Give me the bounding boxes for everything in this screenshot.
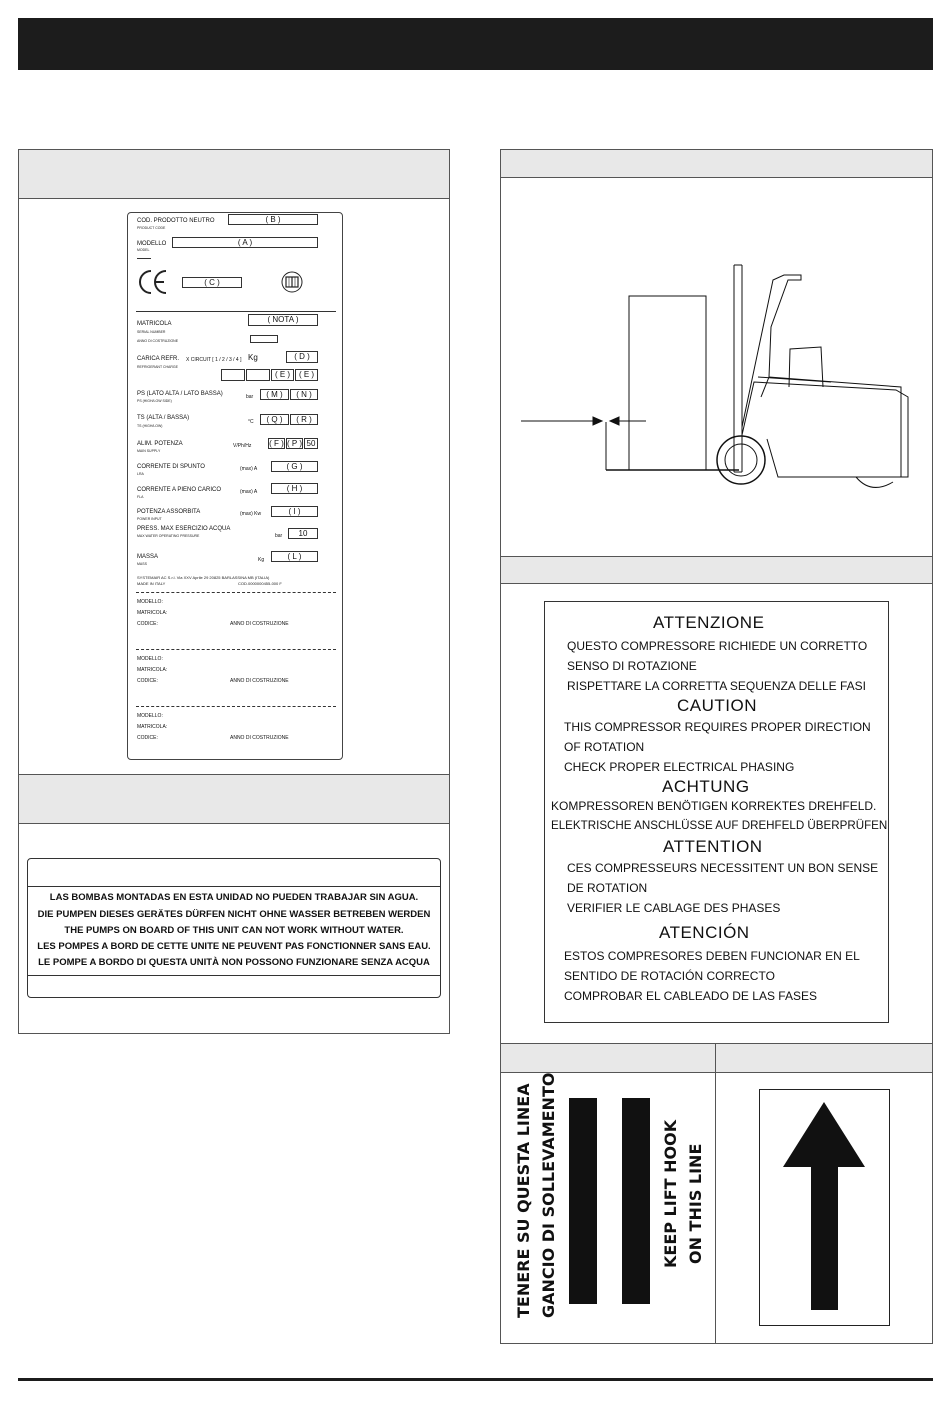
water-line-it: LE POMPE A BORDO DI QUESTA UNITÀ NON POSSONO FUNZIONARE SENZA ACQUA [38,957,430,968]
rating-plate [127,212,343,760]
lra-label: CORRENTE DI SPUNTO [137,464,205,470]
ps-label: PS (LATO ALTA / LATO BASSA) [137,391,223,397]
caution-es-line-2: SENTIDO DE ROTACIÓN CORRECTO [564,969,775,983]
caution-de-line-1: KOMPRESSOREN BENÖTIGEN KORREKTES DREHFELD. [551,799,877,813]
caution-it-line-1: QUESTO COMPRESSORE RICHIEDE UN CORRETTO [567,639,868,653]
charge-sub: REFRIGERANT CHARGE [137,365,178,369]
charge-value: ( D ) [286,351,318,363]
dimension-arrow-right [610,417,619,425]
block1-serial: MATRICOLA: [137,610,168,616]
made-in: MADE IN ITALY [137,581,166,586]
water-pressure-label: PRESS. MAX ESERCIZIO ACQUA [137,526,231,532]
lift-text-it-1: TENERE SU QUESTA LINEA [514,1083,533,1318]
block3-code: CODICE: [137,735,158,741]
caution-fr-line-1: CES COMPRESSEURS NECESSITENT UN BON SENSE [567,861,879,875]
block3-year: ANNO DI COSTRUZIONE [230,735,289,741]
model-value: ( A ) [172,237,318,248]
ts-sub: TS (HIGH/LOW) [137,424,163,428]
charge-unit: Kg [248,353,258,362]
caution-es-line-1: ESTOS COMPRESORES DEBEN FUNCIONAR EN EL [564,949,860,963]
caution-en-line-1: THIS COMPRESSOR REQUIRES PROPER DIRECTION [564,720,871,734]
ts-label: TS (ALTA / BASSA) [137,415,190,421]
footer-rule [18,1378,933,1381]
caution-fr-line-2: DE ROTATION [567,881,648,895]
model-label: MODELLO [137,241,167,247]
supply-unit: V/Ph/Hz [233,443,252,449]
product-code-value: ( B ) [228,214,318,225]
power-value: ( I ) [271,506,318,517]
ce-mark-icon [138,268,168,296]
mass-value: ( L ) [271,551,318,562]
supply-label: ALIM. POTENZA [137,441,183,447]
water-line-en: THE PUMPS ON BOARD OF THIS UNIT CAN NOT WORK WITHOUT WATER. [64,925,404,936]
mass-sub: MASS [137,562,147,566]
block2-model: MODELLO: [137,656,163,662]
supply-p: ( P ) [287,439,302,448]
lift-text-it-2: GANCIO DI SOLLEVAMENTO [539,1072,558,1318]
fla-sub: FLA [137,495,144,499]
lift-hook-label [501,1072,715,1343]
water-pressure-sub: MAX WATER OPERATING PRESSURE [137,534,200,538]
doc-code: COD.0000000455-000 F [238,581,282,586]
arrow-panel-header [716,1044,932,1073]
caution-de-line-2: ELEKTRISCHE ANSCHLÜSSE AUF DREHFELD ÜBERPRÜFEN [551,819,888,832]
year-label: ANNO DI COSTRUZIONE [137,339,179,343]
water-pressure-value: 10 [288,528,318,539]
block2-year: ANNO DI COSTRUZIONE [230,678,289,684]
water-warning-label [27,858,441,998]
mass-unit: Kg [258,557,265,563]
caution-en-line-2: OF ROTATION [564,740,645,754]
lra-sub: LRA [137,472,144,476]
product-code-label: COD. PRODOTTO NEUTRO [137,218,215,224]
caution-fr-line-3: VERIFIER LE CABLAGE DES PHASES [567,901,781,915]
rotation-panel-header [501,557,932,584]
supply-sub: MAIN SUPPLY [137,449,161,453]
lra-value: ( G ) [271,461,318,472]
unit-box [629,296,706,470]
caution-it-line-3: RISPETTARE LA CORRETTA SEQUENZA DELLE FASI [567,679,866,693]
lift-text-en-1: KEEP LIFT HOOK [661,1119,680,1268]
lift-hook-panel-header [501,1044,715,1073]
ps-m: ( M ) [260,389,289,400]
power-sub: POWER INPUT [137,517,162,521]
charge-circuit: X CIRCUIT [ 1 / 2 / 3 / 4 ] [186,357,242,363]
caution-de-title: ACHTUNG [662,777,750,796]
caution-it-title: ATTENZIONE [653,613,765,632]
fla-unit: (max) A [240,489,258,495]
lift-bar-right [622,1098,650,1304]
dimension-arrow-left [593,417,602,425]
charge-e2: ( E ) [295,369,318,381]
plate-rule [136,311,336,312]
block1-code: CODICE: [137,621,158,627]
ce-code-value: ( C ) [182,277,242,288]
tear-line-3 [136,706,336,707]
ts-r: ( R ) [290,414,318,425]
lift-text-en-2: ON THIS LINE [686,1143,705,1264]
serial-value: ( NOTA ) [248,314,318,326]
charge-box-2 [246,369,270,381]
ts-unit: °C [248,419,254,425]
short-rule [137,258,151,259]
model-sub: MODEL [137,248,150,252]
manual-book-icon [281,271,303,298]
lra-unit: (max) A [240,466,258,472]
water-warning-panel-header [19,775,449,824]
block2-serial: MATRICOLA: [137,667,168,673]
ps-unit: bar [246,394,254,400]
up-arrow-icon [760,1090,889,1325]
mass-label: MASSA [137,554,159,560]
block1-year: ANNO DI COSTRUZIONE [230,621,289,627]
water-pressure-unit: bar [275,533,283,539]
supply-hz: 50 [304,438,318,449]
serial-label: MATRICOLA [137,321,172,327]
forklift-panel-header [501,150,932,178]
ps-sub: PS (HIGH/LOW SIDE) [137,399,172,403]
block2-code: CODICE: [137,678,158,684]
tear-line-1 [136,592,336,593]
fla-label: CORRENTE A PIENO CARICO [137,487,222,493]
year-box [250,335,278,343]
supply-f: ( F ) [269,439,284,448]
block3-serial: MATRICOLA: [137,724,168,730]
charge-box-1 [221,369,245,381]
ce-mark [138,268,168,296]
ts-q: ( Q ) [260,414,289,425]
serial-sub: SERIAL NUMBER [137,330,166,334]
power-unit: (max) Kw [240,511,262,517]
maker-line: SYSTEMAIR AC S.r.l. Via XXV Aprile 29 20825 BARLASSINA MB (ITALIA) [137,575,270,580]
tear-line-2 [136,649,336,650]
water-label-bottom-rule [28,975,440,976]
charge-e1: ( E ) [271,369,294,381]
power-label: POTENZA ASSORBITA [137,509,201,515]
ps-n: ( N ) [290,389,318,400]
up-arrow-label [759,1089,890,1326]
water-line-de: DIE PUMPEN DIESES GERÄTES DÜRFEN NICHT OHNE WASSER BETREBEN WERDEN [37,909,431,920]
caution-it-line-2: SENSO DI ROTAZIONE [567,659,697,673]
water-line-fr: LES POMPES A BORD DE CETTE UNITE NE PEUVENT PAS FONCTIONNER SANS EAU. [37,941,431,952]
caution-es-line-3: COMPROBAR EL CABLEADO DE LAS FASES [564,989,817,1003]
lift-bar-left [569,1098,597,1304]
caution-en-title: CAUTION [677,696,757,715]
product-code-sub: PRODUCT CODE [137,226,166,230]
water-label-top-rule [28,886,440,887]
water-line-es: LAS BOMBAS MONTADAS EN ESTA UNIDAD NO PUEDEN TRABAJAR SIN AGUA. [49,892,419,903]
caution-en-line-3: CHECK PROPER ELECTRICAL PHASING [564,760,795,774]
fla-value: ( H ) [271,483,318,494]
block1-model: MODELLO: [137,599,163,605]
rotation-caution-label [544,601,889,1023]
charge-label: CARICA REFR. [137,356,180,362]
forklift-drawing [501,177,932,561]
caution-fr-title: ATTENTION [663,837,763,856]
caution-es-title: ATENCIÓN [659,923,750,942]
header-bar [18,18,933,70]
block3-model: MODELLO: [137,713,163,719]
rating-plate-panel-header [19,150,449,199]
